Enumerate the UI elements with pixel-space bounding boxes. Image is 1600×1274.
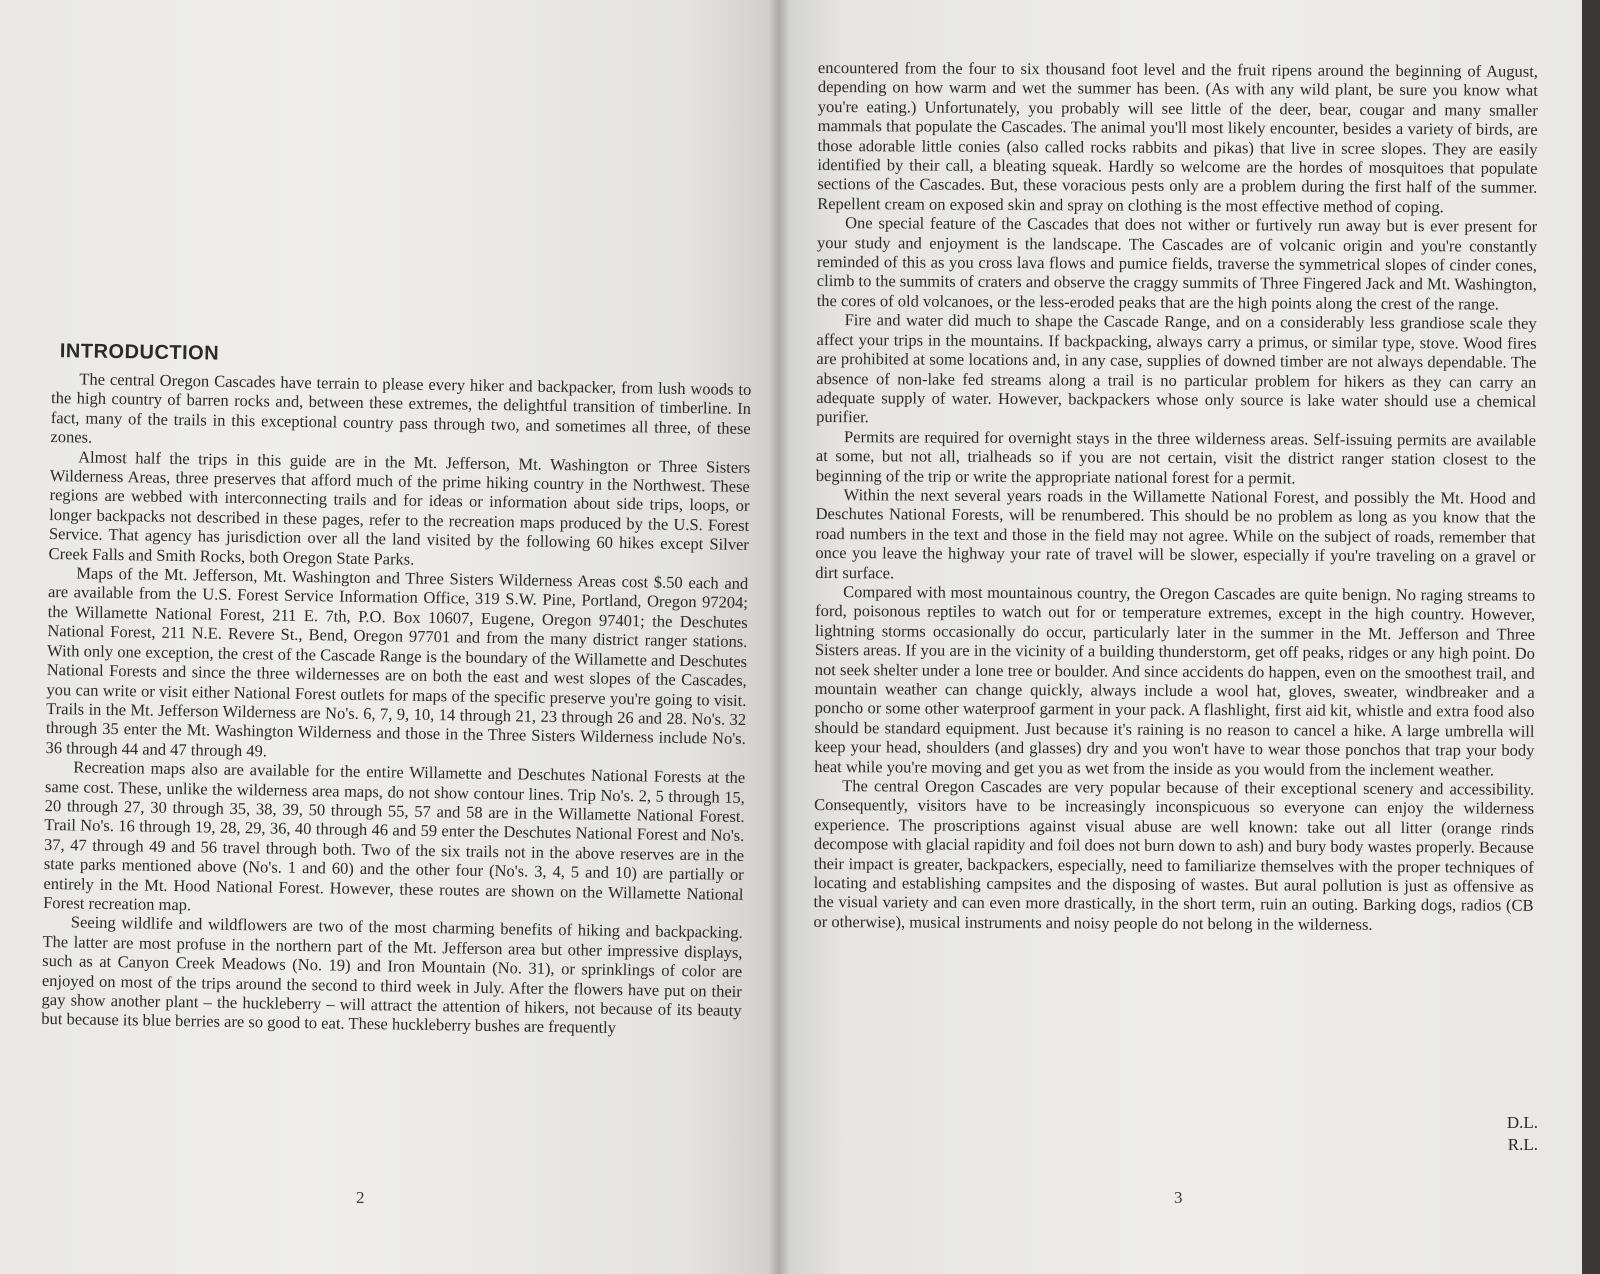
table-surface: [1582, 0, 1600, 1274]
left-page-number: 2: [356, 1188, 365, 1207]
right-paragraph-4: Permits are required for overnight stays in the three wilderness areas. Self-issuing permits are available at some, but not all, trialheads so if you are not certain, visit the district ranger station closest to the beginning of the trip or write the appropriate national forest for a permit.: [815, 426, 1537, 488]
right-paragraph-1: encountered from the four to six thousand foot level and the fruit ripens around the beginning of August, depending on how warm and wet the summer has been. (As with any wild plant, be sure you know what you're eating.) Unfortunately, you probably will see little of the deer, bear, cougar and many smaller mammals that populate the Cascades. The animal you'll most likely encounter, besides a variety of birds, are those adorable little conies (also called rocks rabbits and pikas) that live in scree slopes. They are easily identified by their call, a bleating squeak. Hardly so welcome are the hordes of mosquitoes that populate sections of the Cascades. But, these voracious pests only are a problem during the first half of the summer. Repellent cream on exposed skin and spray on clothing is the most effective method of coping.: [817, 58, 1538, 217]
left-page-text-column: [41, 340, 752, 1040]
author-initial-1: D.L.: [1506, 1113, 1538, 1132]
left-paragraph-3: Maps of the Mt. Jefferson, Mt. Washington and Three Sisters Wilderness Areas cost $.50 each and are available from the U.S. Forest Service Information Office, 319 S.W. Pine, Portland, Oregon 97204; the Willamette National Forest, 211 E. 7th, P.O. Box 10607, Eugene, Oregon 97401; the Deschutes National Forest, 211 N.E. Revere St., Bend, Oregon 97701 and from the many district ranger stations. With only one exception, the crest of the Cascade Range is the boundary of the Willamette and Deschutes National Forests and since the three wildernesses are on both the east and west slopes of the Cascades, you can write or visit either National Forest outlets for maps of the specific preserve you're going to visit. Trails in the Mt. Jefferson Wilderness are No's. 6, 7, 9, 10, 14 through 21, 23 through 26 and 28. No's. 32 through 35 enter the Mt. Washington Wilderness and those in the Three Sisters Wilderness include No's. 36 through 44 and 47 through 49.: [45, 563, 749, 761]
right-paragraph-5: Within the next several years roads in the Willamette National Forest, and possibly the Mt. Hood and Deschutes National Forests, will be renumbered. This should be no problem as long as you know that the road numbers in the text and those in the field may not agree. While on the subject of roads, remember that once you leave the highway your rate of travel will be slower, especially if you're traveling on a gravel or dirt surface.: [815, 485, 1536, 582]
author-initials: [1507, 1112, 1538, 1156]
left-paragraph-1: The central Oregon Cascades have terrain to please every hiker and backpacker, from lush woods to the high country of barren rocks and, between these extremes, the delightful transition of timberline. In fact, many of the trails in this exceptional country pass through two, and sometimes all three, of these zones.: [50, 369, 752, 447]
left-paragraph-2: Almost half the trips in this guide are in the Mt. Jefferson, Mt. Washington or Three Sisters Wilderness Areas, three preserves that afford much of the prime hiking country in the Northwest. These regions are webbed with interconnecting trails and for ideas or information about side trips, loops, or longer backpacks not described in these pages, refer to the recreation maps produced by the U.S. Forest Service. That agency has jurisdiction over all the land visited by the following 60 hikes except Silver Creek Falls and Smith Rocks, both Oregon State Parks.: [48, 447, 751, 569]
right-paragraph-6: Compared with most mountainous country, the Oregon Cascades are quite benign. No raging streams to ford, poisonous reptiles to watch out for or temperature extremes, except in the high country. However, lightning storms occasionally do occur, particularly later in the summer in the Mt. Jefferson and Three Sisters areas. If you are in the vicinity of a building thunderstorm, get off peaks, ridges or any high point. Do not seek shelter under a lone tree or boulder. And since accidents do happen, even on the smoothest trail, and mountain weather can change quickly, always include a wool hat, gloves, sweater, windbreaker and a poncho or some other waterproof garment in your pack. A flashlight, first aid kit, whistle and extra food also should be standard equipment. Just because it's raining is no reason to cancel a hike. A large umbrella will keep your head, shoulders (and glasses) dry and you won't have to wear those ponchos that trap your body heat while you're moving and get you as wet from the inside as you would from the inclement weather.: [814, 582, 1536, 780]
left-page: [0, 0, 778, 1274]
left-paragraph-5: Seeing wildlife and wildflowers are two of the most charming benefits of hiking and backpacking. The latter are most profuse in the northern part of the Mt. Jefferson area but other impressive displays, such as at Canyon Creek Meadows (No. 19) and Iron Mountain (No. 31), or sprinklings of color are enjoyed on most of the trips around the second to third week in July. After the flowers have put on their gay show another plant – the huckleberry – will attract the attention of hikers, not because of its beauty but because its blue berries are so good to eat. These huckleberry bushes are frequently: [41, 912, 743, 1038]
book-gutter-shadow: [768, 0, 790, 1274]
right-paragraph-2: One special feature of the Cascades that does not wither or furtively run away but is ever present for your study and enjoyment is the landscape. The Cascades are of volcanic origin and you're constantly reminded of this as you cross lava flows and pumice fields, traverse the symmetrical slopes of cinder cones, climb to the summits of craters and observe the craggy summits of Three Fingered Jack and Mt. Washington, the cores of old volcanoes, or the less-eroded peaks that are the high points along the crest of the range.: [816, 213, 1538, 314]
right-page: [778, 0, 1600, 1274]
right-page-text-column: [813, 58, 1538, 935]
introduction-heading: INTRODUCTION: [59, 340, 220, 365]
left-paragraph-4: Recreation maps also are available for the entire Willamette and Deschutes National Forests at the same cost. These, unlike the wilderness area maps, do not show contour lines. Trip No's. 2, 5 through 15, 20 through 27, 30 through 35, 38, 39, 50 through 55, 57 and 58 are in the Willamette National Forest. Trail No's. 16 through 19, 28, 29, 36, 40 through 46 and 59 enter the Deschutes National Forest and No's. 37, 47 through 49 and 56 travel through both. Two of the six trails not in the above reserves are in the state parks mentioned above (No's. 1 and 60) and the other four (No's. 3, 4, 5 and 10) are partially or entirely in the Mt. Hood National Forest. However, these routes are shown on the Willamette National Forest recreation map.: [43, 757, 746, 915]
right-page-number: 3: [1174, 1188, 1183, 1207]
author-initial-2: R.L.: [1507, 1135, 1538, 1154]
right-paragraph-7: The central Oregon Cascades are very popular because of their exceptional scenery and accessibility. Consequently, visitors have to be increasingly inconspicuous so everyone can enjoy the wilderness experience. The proscriptions against visual abuse are well known: take out all litter (orange rinds decompose with glacial rapidity and foil does not burn down to ash) and bury body wastes properly. Because their impact is greater, backpackers, especially, need to familiarize themselves with the proper techniques of locating and establishing campsites and the disposing of wastes. But aural pollution is just as offensive as the visual variety and can even more drastically, in the short term, ruin an outing. Barking dogs, radios (CB or otherwise), musical instruments and noisy people do not belong in the wilderness.: [813, 776, 1535, 934]
right-paragraph-3: Fire and water did much to shape the Cascade Range, and on a considerably less grandiose scale they affect your trips in the mountains. If backpacking, always carry a primus, or similar type, stove. Wood fires are prohibited at some locations and, in any case, supplies of downed timber are not always dependable. The absence of non-lake fed streams along a trail is no particular problem for hikers as they can carry an adequate supply of water. However, backpackers whose only source is lake water should use a chemical purifier.: [816, 310, 1537, 427]
